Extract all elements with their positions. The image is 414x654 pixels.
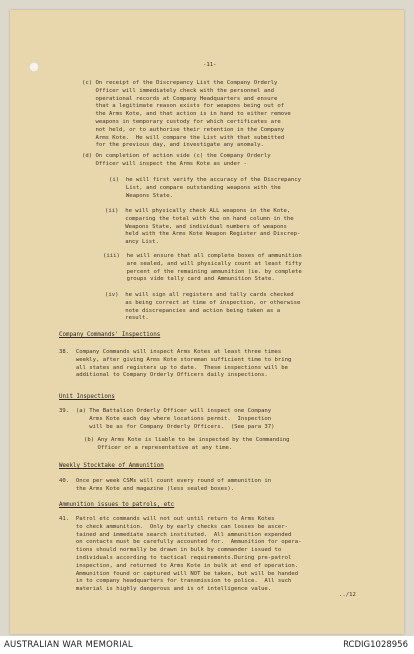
paragraph-d-iii: (iii) he will ensure that all complete boxes of ammunition are sealed, and will physically count at least fifty percent of the remaining ammunition (ie. by complete groups vide tally card and Ammunition State. [103, 253, 302, 283]
continuation-marker: ../12 [339, 592, 356, 598]
paragraph-d-ii: (ii) he will physically check ALL weapons in the Kote, comparing the total with the on hand column in the Weapons State, and individual numbers of weapons held with the Arms Kote Weapon Register and Discrep- ancy List. [105, 208, 301, 246]
footer-institution: AUSTRALIAN WAR MEMORIAL [4, 640, 133, 650]
paragraph-d-i: (i) he will first verify the accuracy of the Discrepancy List, and compare outstanding weapons with the Weapons State. [109, 177, 301, 199]
paragraph-39a: 39. (a) The Battalion Orderly Officer will inspect one Company Arms Kote each day where locations permit. Inspection will be as for Company Orderly Officers. (See para 37) [59, 408, 275, 430]
archive-footer [0, 636, 414, 654]
punch-hole [29, 62, 39, 72]
paragraph-40: 40. Once per week CSMs will count every round of ammunition in the Arms Kote and magazine (less sealed boxes). [59, 478, 272, 492]
heading-ammunition-issues: Ammunition issues to patrols, etc [59, 502, 175, 508]
paragraph-d-iv: (iv) he will sign all registers and tally cards checked as being correct at time of inspection, or otherwise note discrepancies and action being taken as a result. [105, 292, 301, 322]
heading-unit-inspections: Unit Inspections [59, 394, 115, 400]
heading-weekly-stocktake: Weekly Stocktake of Ammunition [59, 463, 164, 469]
paragraph-39b: (b) Any Arms Kote is liable to be inspected by the Commanding Officer or a representative at any time. [84, 437, 290, 451]
page-number: -11- [203, 62, 217, 68]
footer-document-id: RCDIG1028956 [343, 640, 408, 650]
paragraph-d: (d) On completion of action vide (c) the Company Orderly Officer will inspect the Arms Kote as under - [82, 153, 271, 167]
paragraph-38: 38. Company Commands will inspect Arms Kotes at least three times weekly, after giving Arms Kote storeman sufficient time to bring all states and registers up to date. These inspections will be additional to Company Orderly Officers daily inspections. [59, 349, 292, 379]
heading-company-commands-inspections: Company Commands' Inspections [59, 332, 161, 338]
paragraph-c: (c) On receipt of the Discrepancy List the Company Orderly Officer will immediately check with the personnel and operational records at Company Headquarters and ensure that a legitimate reason exists for weapons being out of the Arms Kote, and that action is in hand to either remove weapons in temporary custody for which certificates are not held, or to authorise their retention in the Company Arms Kote. He will compare the List with that submitted for the previous day, and investigate any anomaly. [82, 80, 291, 149]
paragraph-41: 41. Patrol etc commands will not out until return to Arms Kotes to check ammunition. Only by early checks can losses be ascer- tained and immediate search instituted. All ammunition expended on contacts must be carefully accounted for. Ammunition for opera- tions should normally be drawn in bulk by commander issued to individuals according to tactical requirements.During pre-patrol inspection, and returned to Arms Kote in bulk at end of operation. Ammunition found or captured will NOT be taken, but will be handed in to company headquarters for transmission to police. All such material is highly dangerous and is of intelligence value. [59, 516, 302, 593]
